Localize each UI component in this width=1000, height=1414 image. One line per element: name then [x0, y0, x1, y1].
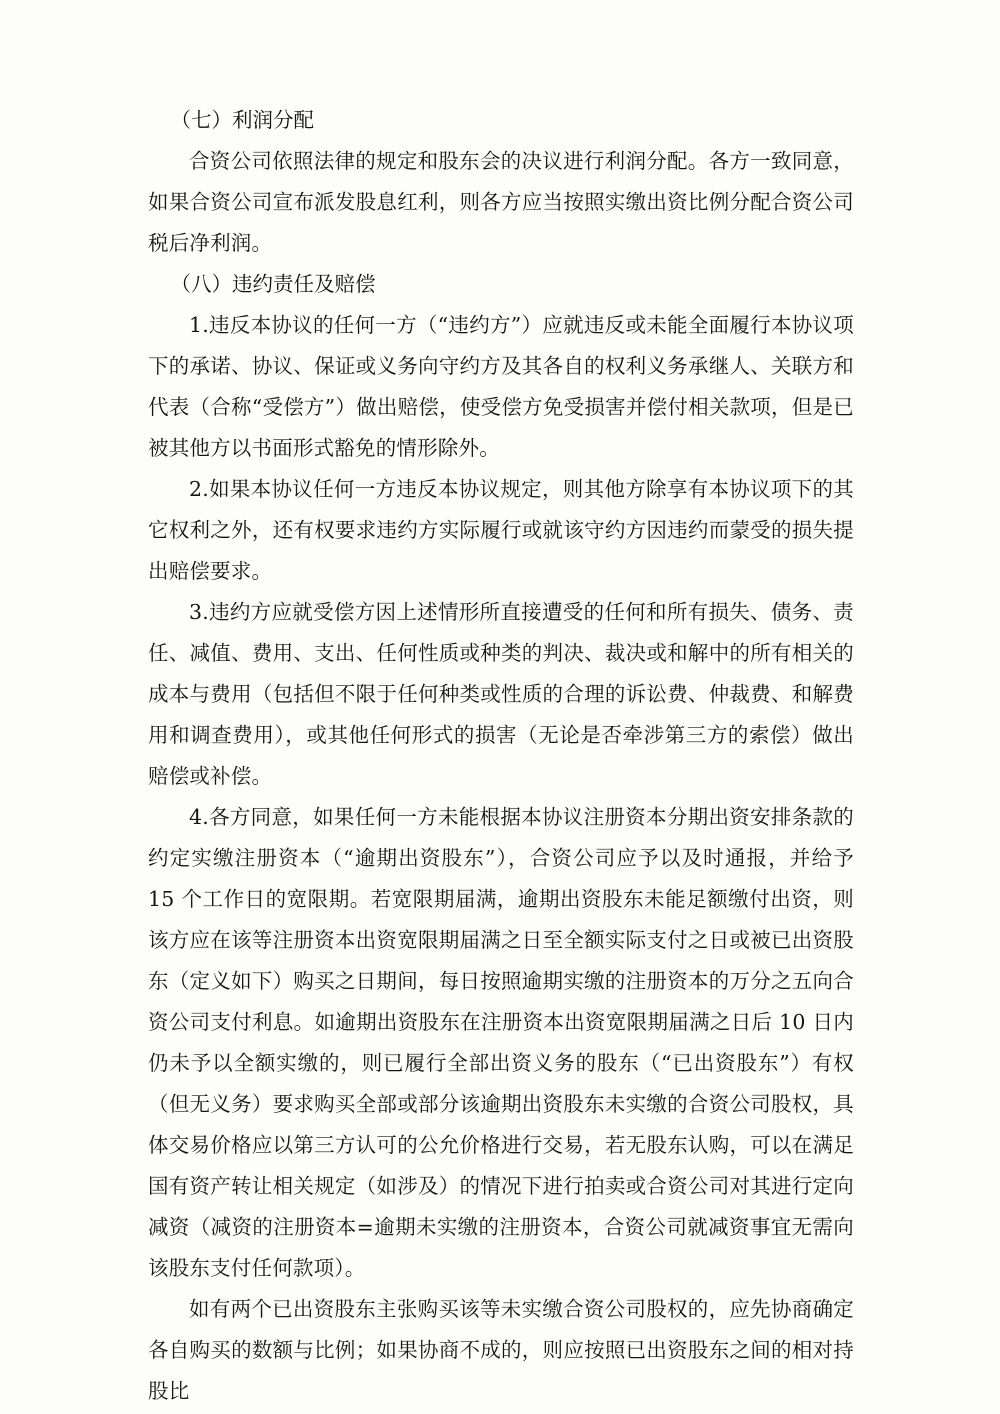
paragraph-item-2: 2.如果本协议任何一方违反本协议规定，则其他方除享有本协议项下的其它权利之外，还有权要求违约方实际履行或就该守约方因违约而蒙受的损失提出赔偿要求。	[148, 477, 854, 583]
paragraph-item-5: 如有两个已出资股东主张购买该等未实缴合资公司股权的，应先协商确定各自购买的数额与比例；如果协商不成的，则应按照已出资股东之间的相对持股比	[148, 1297, 854, 1403]
paragraph-item-3: 3.违约方应就受偿方因上述情形所直接遭受的任何和所有损失、债务、责任、减值、费用、支出、任何性质或种类的判决、裁决或和解中的所有相关的成本与费用（包括但不限于任何种类或性质的合理的诉讼费、仲裁费、和解费用和调查费用），或其他任何形式的损害（无论是否牵涉第三方的索偿）做出赔偿或补偿。	[148, 600, 854, 788]
section-heading-seven: （七）利润分配	[170, 108, 315, 132]
paragraph-item-4: 4.各方同意，如果任何一方未能根据本协议注册资本分期出资安排条款的约定实缴注册资本（“逾期出资股东”），合资公司应予以及时通报，并给予 15 个工作日的宽限期。若宽限期届满，逾期出资股东未能足额缴付出资，则该方应在该等注册资本出资宽限期届满之日至全额实际支付之日或被已出资股东（定义如下）购买之日期间，每日按照逾期实缴的注册资本的万分之五向合资公司支付利息。如逾期出资股东在注册资本出资宽限期届满之日后 10 日内仍未予以全额实缴的，则已履行全部出资义务的股东（“已出资股东”）有权（但无义务）要求购买全部或部分该逾期出资股东未实缴的合资公司股权，具体交易价格应以第三方认可的公允价格进行交易，若无股东认购，可以在满足国有资产转让相关规定（如涉及）的情况下进行拍卖或合资公司对其进行定向减资（减资的注册资本=逾期未实缴的注册资本，合资公司就减资事宜无需向该股东支付任何款项）。	[148, 805, 854, 1280]
section-heading-eight: （八）违约责任及赔偿	[170, 272, 376, 296]
document-body	[148, 100, 854, 1412]
paragraph-item-1: 1.违反本协议的任何一方（“违约方”）应就违反或未能全面履行本协议项下的承诺、协议、保证或义务向守约方及其各自的权利义务承继人、关联方和代表（合称“受偿方”）做出赔偿，使受偿方免受损害并偿付相关款项，但是已被其他方以书面形式豁免的情形除外。	[148, 313, 854, 460]
paragraph-profit-distribution: 合资公司依照法律的规定和股东会的决议进行利润分配。各方一致同意，如果合资公司宣布派发股息红利，则各方应当按照实缴出资比例分配合资公司税后净利润。	[148, 149, 854, 255]
